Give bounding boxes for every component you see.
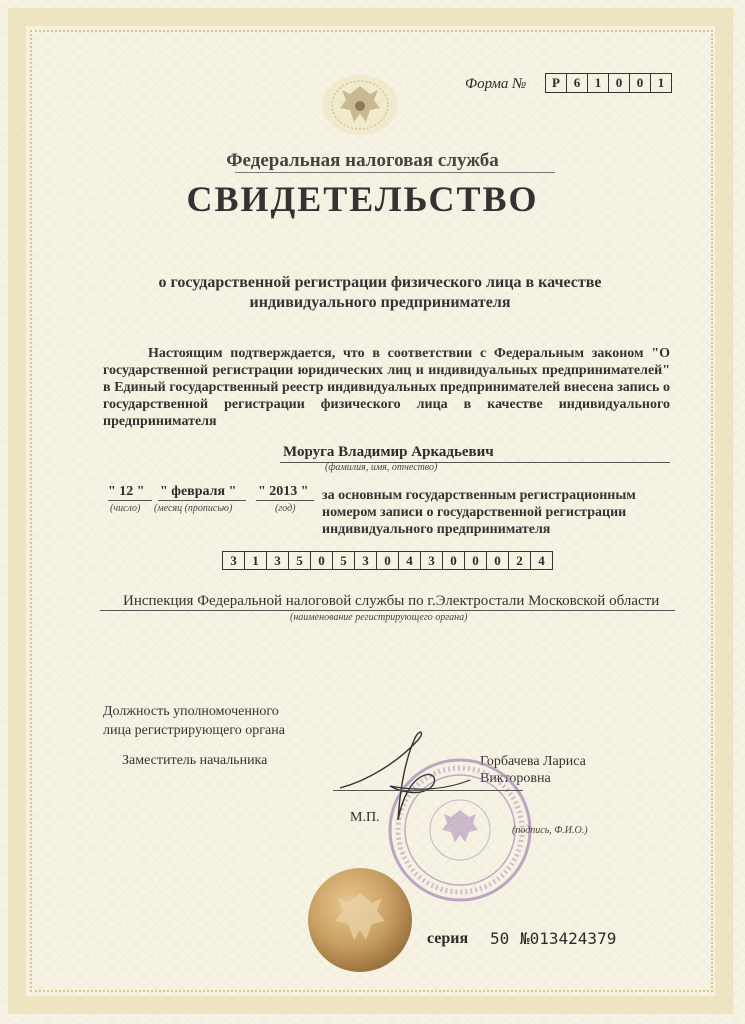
- registration-number-boxes: [222, 551, 553, 570]
- digit-box: 0: [609, 73, 630, 93]
- subtitle-line-2: индивидуального предпринимателя: [249, 294, 511, 311]
- gold-seal-icon: [305, 865, 415, 975]
- digit-box: 0: [465, 551, 487, 570]
- signer-name-line-2: Викторовна: [480, 771, 551, 786]
- position-label: [103, 702, 285, 740]
- signature-underline: [333, 790, 523, 791]
- inspection-underline: [100, 610, 675, 611]
- position-label-line-2: лица регистрирующего органа: [103, 723, 285, 738]
- digit-box: 3: [222, 551, 245, 570]
- digit-box: Р: [545, 73, 567, 93]
- date-day: " 12 ": [108, 484, 145, 499]
- day-underline: [108, 500, 152, 501]
- digit-box: 6: [567, 73, 588, 93]
- subtitle-line-1: о государственной регистрации физического лица в качестве: [158, 274, 602, 291]
- digit-box: 0: [377, 551, 399, 570]
- registration-text: за основным государственным регистрационным номером записи о государственной регистрации индивидуального предпринимателя: [322, 488, 636, 537]
- digit-box: 4: [399, 551, 421, 570]
- position-value: Заместитель начальника: [122, 753, 268, 768]
- person-name: Моруга Владимир Аркадьевич: [283, 444, 494, 460]
- digit-box: 0: [443, 551, 465, 570]
- digit-box: 2: [509, 551, 531, 570]
- inspection-name: Инспекция Федеральной налоговой службы по г.Электростали Московской области: [123, 593, 660, 609]
- series-label: серия: [427, 930, 469, 947]
- form-number-boxes: [545, 73, 672, 93]
- digit-box: 1: [588, 73, 609, 93]
- inspection-caption: (наименование регистрирующего органа): [290, 612, 468, 623]
- hologram-emblem-icon: [320, 72, 400, 138]
- digit-box: 0: [311, 551, 333, 570]
- digit-box: 0: [630, 73, 651, 93]
- person-name-caption: (фамилия, имя, отчество): [325, 462, 438, 473]
- year-underline: [256, 500, 314, 501]
- day-caption: (число): [110, 503, 141, 514]
- agency-name: Федеральная налоговая служба: [226, 150, 499, 171]
- digit-box: 1: [245, 551, 267, 570]
- signer-name-line-1: Горбачева Лариса: [480, 754, 586, 769]
- document-title: СВИДЕТЕЛЬСТВО: [186, 179, 539, 219]
- month-caption: (месяц (прописью): [154, 503, 233, 514]
- digit-box: 1: [651, 73, 672, 93]
- date-month: " февраля ": [160, 484, 237, 499]
- signature-caption: (подпись, Ф.И.О.): [512, 825, 588, 836]
- digit-box: 3: [355, 551, 377, 570]
- document-subtitle: [100, 273, 660, 313]
- digit-box: 0: [487, 551, 509, 570]
- date-year: " 2013 ": [258, 484, 309, 499]
- digit-box: 5: [289, 551, 311, 570]
- month-underline: [158, 500, 246, 501]
- year-caption: (год): [275, 503, 296, 514]
- position-label-line-1: Должность уполномоченного: [103, 704, 279, 719]
- divider: [235, 172, 555, 173]
- seal-place-label: М.П.: [350, 810, 380, 825]
- certification-text: Настоящим подтверждается, что в соответствии с Федеральным законом "О государственной регистрации юридических лиц и индивидуальных предпринимателей" в Единый государственный реестр индивидуальных предпринимателей внесена запись о государственной регистрации физического лица в качестве индивидуального предпринимателя: [103, 346, 670, 429]
- digit-box: 3: [267, 551, 289, 570]
- digit-box: 5: [333, 551, 355, 570]
- digit-box: 3: [421, 551, 443, 570]
- form-label: Форма №: [465, 76, 527, 92]
- series-value: 50: [490, 929, 510, 948]
- digit-box: 4: [531, 551, 553, 570]
- document-number: №013424379: [520, 929, 617, 948]
